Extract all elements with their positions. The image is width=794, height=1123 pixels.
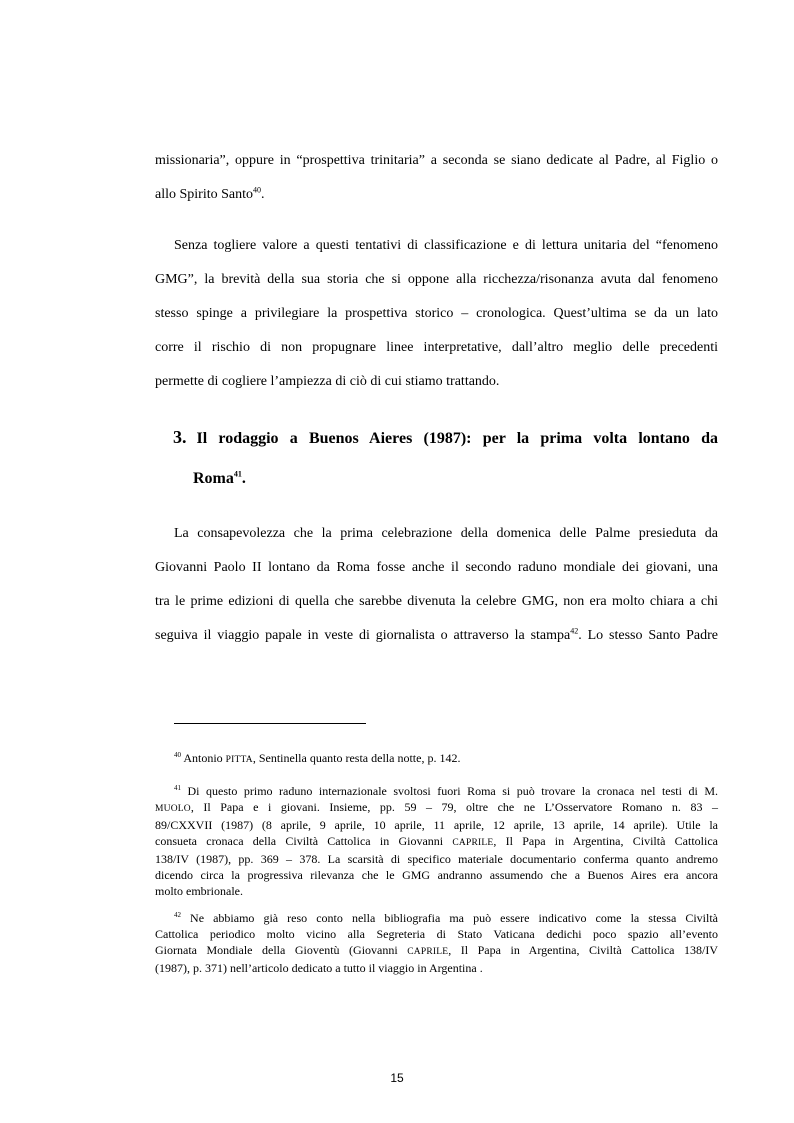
text-fragment: Di questo primo raduno internazionale svoltosi fuori Roma si può trovare la cronaca nel testi di M.: [181, 784, 718, 798]
text-line: corre il rischio di non propugnare linee interpretative, dall’altro meglio delle precedenti: [155, 340, 718, 355]
text-fragment: . Lo stesso Santo Padre: [578, 628, 718, 643]
text-fragment: .: [261, 187, 265, 202]
text-line: Senza togliere valore a questi tentativi di classificazione e di lettura unitaria del “fenomeno: [174, 238, 718, 253]
footnote-ref-41: 41: [233, 469, 242, 479]
footnote-line: dicendo circa la progressiva rilevanza che le GMG andranno assumendo che a Buenos Aires era ancora: [155, 868, 718, 882]
heading-line: [173, 417, 718, 459]
footnote-number: 40: [174, 751, 181, 759]
footnote-line: [155, 799, 718, 817]
footnote-line: Cattolica periodico molto vicino alla Segreteria di Stato Vaticana dedichi poco spazio all’evento: [155, 927, 718, 941]
text-fragment: seguiva il viaggio papale in veste di giornalista o attraverso la stampa: [155, 628, 571, 643]
text-fragment: Ne abbiamo già reso conto nella bibliografia ma può essere indicativo come la stessa Civiltà: [181, 911, 718, 925]
footnote-ref-42: 42: [570, 626, 579, 636]
text-fragment: Giornata Mondiale della Gioventù (Giovanni: [155, 943, 408, 957]
footnote-ref-40: 40: [253, 185, 261, 195]
text-line: La consapevolezza che la prima celebrazione della domenica delle Palme presieduta da: [174, 526, 718, 541]
footnote-number: 42: [174, 911, 181, 919]
author-surname: MUOLO: [155, 804, 191, 814]
text-fragment: , Il Papa in Argentina, Civiltà Cattolica: [493, 834, 718, 848]
text-fragment: , Sentinella quanto resta della notte, p. 142.: [252, 751, 461, 765]
footnote-line: [155, 910, 718, 926]
footnote-line: [155, 833, 718, 851]
text-fragment: consueta cronaca della Civiltà Cattolica in Giovanni: [155, 834, 453, 848]
footnote-40: [155, 750, 718, 768]
text-line: tra le prime edizioni di quella che sarebbe divenuta la celebre GMG, non era molto chiara a chi: [155, 594, 718, 609]
author-surname: CAPRILE: [452, 838, 494, 848]
text-line: missionaria”, oppure in “prospettiva trinitaria” a seconda se siano dedicate al Padre, al Figlio o: [155, 153, 718, 168]
paragraph-classification: [155, 229, 718, 399]
footnote-42: [155, 910, 718, 976]
paragraph-buenos-aires: [155, 517, 718, 653]
section-heading: [173, 417, 718, 499]
heading-text: .: [241, 470, 246, 487]
heading-line: [173, 459, 718, 499]
section-number: 3.: [173, 427, 187, 447]
page-number: 15: [390, 1071, 404, 1085]
footnote-line: [155, 750, 718, 768]
text-fragment: , Il Papa e i giovani. Insieme, pp. 59 – 79, oltre che ne L’Osservatore Romano n. 83 –: [190, 800, 718, 814]
text-line: [155, 178, 718, 212]
footnote-line: [155, 783, 718, 799]
text-fragment: Antonio: [181, 751, 226, 765]
footnote-separator: [174, 723, 366, 724]
footnote-line: [155, 942, 718, 960]
text-line: stesso spinge a privilegiare la prospettiva storico – cronologica. Quest’ultima se da un lato: [155, 306, 718, 321]
footnote-line: 89/CXXVII (1987) (8 aprile, 9 aprile, 10 aprile, 11 aprile, 12 aprile, 13 aprile, 14 aprile). Utile la: [155, 818, 718, 832]
footnote-line: (1987), p. 371) nell’articolo dedicato a tutto il viaggio in Argentina .: [155, 961, 483, 975]
text-fragment: , Il Papa in Argentina, Civiltà Cattolica 138/IV: [448, 943, 719, 957]
heading-text: Il rodaggio a Buenos Aieres (1987): per la prima volta lontano da: [196, 430, 718, 447]
text-line: Giovanni Paolo II lontano da Roma fosse anche il secondo raduno mondiale dei giovani, una: [155, 560, 718, 575]
text-line: [155, 619, 718, 653]
text-line: permette di cogliere l’ampiezza di ciò di cui stiamo trattando.: [155, 374, 500, 389]
paragraph-continuation: [155, 144, 718, 212]
footnote-41: [155, 783, 718, 899]
text-fragment: allo Spirito Santo: [155, 187, 253, 202]
heading-text: Roma: [193, 470, 234, 487]
text-line: GMG”, la brevità della sua storia che si oppone alla ricchezza/risonanza avuta dal fenomeno: [155, 272, 718, 287]
footnote-line: molto embrionale.: [155, 884, 243, 898]
author-surname: PITTA: [225, 755, 253, 765]
footnote-line: 138/IV (1987), pp. 369 – 378. La scarsità di specifico materiale documentario conferma quanto andremo: [155, 852, 718, 866]
footnote-number: 41: [174, 784, 181, 792]
author-surname: CAPRILE: [407, 947, 449, 957]
